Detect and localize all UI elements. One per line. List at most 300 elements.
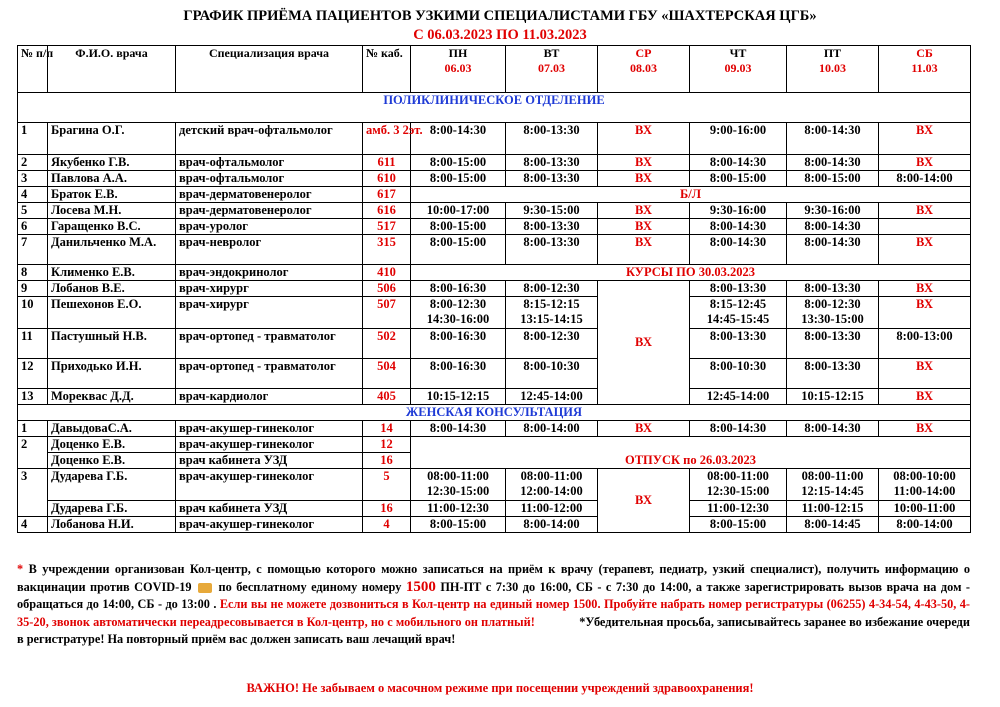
time-slot: 8:00-14:30 (709, 155, 767, 169)
cell-spec (176, 155, 363, 171)
doctor-name: Доценко Е.В. (51, 453, 126, 467)
time-slot: 8:00-15:00 (429, 155, 487, 169)
time-slot: 8:00-13:30 (804, 329, 861, 343)
time-slot: 8:00-13:00 (896, 329, 953, 343)
cell-time (506, 155, 598, 171)
row-num: 4 (21, 517, 28, 531)
cell-name (48, 469, 176, 501)
cell-spec (176, 219, 363, 235)
doctor-name: Пастушный Н.В. (51, 329, 147, 343)
row-num: 1 (21, 123, 28, 137)
time-slot: 11:00-12:15 (801, 501, 864, 515)
cabinet: 16 (380, 453, 393, 467)
cell-num (18, 219, 48, 235)
syringe-icon (198, 583, 212, 593)
cabinet: 611 (377, 155, 396, 169)
cabinet: 616 (377, 203, 396, 217)
cell-time (879, 297, 971, 329)
time-slot: ВХ (634, 219, 653, 233)
cell-num (18, 389, 48, 405)
cell-time (879, 421, 971, 437)
time-slot: 08:00-11:00 (801, 469, 864, 483)
section-cell (18, 93, 971, 123)
cell-time (879, 155, 971, 171)
cell-time (411, 171, 506, 187)
table-row (18, 389, 971, 405)
row-num: 7 (21, 235, 28, 249)
col-spec (176, 46, 363, 93)
doctor-name: ДавыдоваС.А. (51, 421, 132, 435)
mask-warning: ВАЖНО! Не забываем о масочном режиме при посещении учреждений здравоохранения! (246, 681, 754, 695)
time-slot: 9:30-16:00 (804, 203, 861, 217)
doctor-name: Гаращенко В.С. (51, 219, 141, 233)
note-request: *Убедительная просьба, записывайтесь заранее во избежание очереди в регистратуре! На повторный приём вас должен записать ваш лечащий врач! (17, 614, 970, 646)
time-slot: 10:00-17:00 (426, 203, 490, 217)
cell-time (787, 235, 879, 265)
time-slot: 8:00-13:30 (523, 235, 580, 249)
cell-name (48, 453, 176, 469)
cell-time (787, 171, 879, 187)
time-slot: 8:00-14:30 (429, 421, 487, 435)
row-num: 2 (21, 155, 28, 169)
cell-cab (363, 297, 411, 329)
cell-cab (363, 329, 411, 359)
cell-time (598, 421, 690, 437)
day-off: ВХ (634, 335, 653, 350)
table-row (18, 421, 971, 437)
time-slot: 8:00-15:00 (429, 517, 487, 531)
time-slot: 11:00-12:00 (520, 501, 583, 515)
status-note: Б/Л (679, 187, 702, 201)
doctor-spec: врач-уролог (179, 219, 248, 233)
table-row (18, 329, 971, 359)
section-row (18, 93, 971, 123)
col-day (598, 46, 690, 93)
header-row (18, 46, 971, 93)
doctor-name: Лобанова Н.И. (51, 517, 134, 531)
time-slot: 12:30-15:00 (706, 483, 770, 498)
note-callcenter: В учреждении организован Кол-центр, с помощью которого можно записаться на приём к врачу (терапевт, педиатр, узкий специалист), получить информацию о вакцинации против COVID-19 (17, 562, 970, 594)
cell-spec (176, 203, 363, 219)
cell-spec (176, 329, 363, 359)
cell-time (411, 203, 506, 219)
section-title: ЖЕНСКАЯ КОНСУЛЬТАЦИЯ (405, 405, 583, 419)
cell-time (411, 517, 506, 533)
time-slot: 8:00-13:30 (804, 281, 861, 295)
doctor-spec: врач-офтальмолог (179, 155, 285, 169)
time-slot: 10:00-11:00 (893, 501, 956, 515)
note-free-number: по бесплатному единому номеру (218, 579, 402, 594)
table-row (18, 155, 971, 171)
cell-name (48, 437, 176, 453)
time-slot: 8:00-13:30 (709, 329, 767, 343)
cell-num (18, 281, 48, 297)
time-slot: 8:00-14:30 (804, 123, 861, 137)
time-slot: 8:00-15:00 (709, 171, 767, 185)
time-slot: 08:00-11:00 (707, 469, 769, 483)
status-note: ОТПУСК по 26.03.2023 (625, 452, 756, 467)
cell-spec (176, 359, 363, 389)
time-slot: 8:00-16:30 (429, 329, 487, 343)
table-row (18, 265, 971, 281)
time-slot: 8:00-15:00 (429, 171, 487, 185)
cell-time (598, 219, 690, 235)
time-slot: ВХ (915, 155, 934, 169)
cell-time (879, 123, 971, 155)
time-slot: 11:00-12:30 (707, 501, 769, 515)
page-title: ГРАФИК ПРИЁМА ПАЦИЕНТОВ УЗКИМИ СПЕЦИАЛИСТАМИ ГБУ «ШАХТЕРСКАЯ ЦГБ» (183, 8, 817, 24)
table-row (18, 453, 971, 469)
cell-time (787, 155, 879, 171)
col-num (18, 46, 54, 93)
cabinet: 410 (377, 265, 396, 279)
cell-status (411, 265, 971, 281)
cabinet: 502 (377, 329, 396, 343)
time-slot: ВХ (915, 421, 934, 435)
doctor-name: Павлова А.А. (51, 171, 127, 185)
col-day (690, 46, 787, 93)
cell-spec (176, 171, 363, 187)
cell-cab (363, 265, 411, 281)
cell-time (787, 517, 879, 533)
cell-time (690, 123, 787, 155)
time-slot: 8:00-16:30 (429, 281, 487, 295)
cell-time (787, 203, 879, 219)
doctor-spec: врач-ортопед - травматолог (179, 329, 336, 343)
cell-status (411, 453, 971, 469)
cell-cab (363, 453, 411, 469)
cell-time (690, 155, 787, 171)
cell-spec (176, 453, 363, 469)
schedule-table (17, 45, 971, 533)
cell-cab (363, 187, 411, 203)
cabinet: 507 (377, 297, 396, 311)
doctor-spec: врач-офтальмолог (179, 171, 285, 185)
cell-time (506, 171, 598, 187)
time-slot: 8:00-14:30 (709, 219, 767, 233)
time-slot: 12:45-14:00 (520, 389, 583, 403)
table-row (18, 517, 971, 533)
cell-time (411, 421, 506, 437)
cell-spec (176, 421, 363, 437)
day-date: 10.03 (819, 60, 846, 75)
row-num: 11 (21, 329, 33, 343)
doctor-name: Мореквас Д.Д. (51, 389, 134, 403)
cell-time (506, 389, 598, 405)
time-slot: ВХ (915, 235, 934, 249)
day-name: ЧТ (729, 46, 747, 60)
cell-time (411, 281, 506, 297)
doctor-spec: врач-акушер-гинеколог (179, 437, 315, 451)
time-slot: ВХ (915, 281, 934, 295)
time-slot: 8:00-14:30 (804, 421, 861, 435)
row-num: 1 (21, 421, 28, 435)
time-slot: 8:00-14:00 (523, 421, 580, 435)
row-num: 13 (21, 389, 34, 403)
cabinet: амб. 3 2эт. (366, 123, 423, 137)
cell-empty (411, 437, 971, 453)
cell-name (48, 297, 176, 329)
col-spec-header: Специализация врача (208, 46, 330, 60)
cell-wed-off (598, 469, 690, 533)
cell-num (18, 297, 48, 329)
cell-cab (363, 421, 411, 437)
col-day (411, 46, 506, 93)
time-slot: 8:00-14:30 (709, 421, 767, 435)
time-slot: 8:00-15:00 (429, 219, 487, 233)
time-slot: 13:30-15:00 (801, 311, 864, 326)
cell-num (18, 265, 48, 281)
time-slot: 11:00-14:00 (893, 483, 956, 498)
day-name: СБ (916, 46, 933, 60)
day-date: 09.03 (724, 60, 752, 75)
cell-name (48, 421, 176, 437)
time-slot: 9:00-16:00 (709, 123, 767, 137)
table-row (18, 187, 971, 203)
doctor-spec: врач-дерматовенеролог (179, 203, 312, 217)
notes-block: * В учреждении организован Кол-центр, с помощью которого можно записаться на приём к врачу (терапевт, педиатр, узкий специалист), получить информацию о вакцинации против COVID-19 по бесплатному единому номеру 1500 ПН-ПТ с 7:30 до 16:00, СБ - с 7:30 до 14:00, а также зарегистрировать вызов врача на дом - обращаться до 14:00, СБ - до 13:00 . Если вы не можете дозвониться в Кол-центр на единый номер 1500. Пробуйте набрать номер регистратуры (06255) 4-34-54, 4-43-50, 4-35-20, звонок автоматически переадресовывается в Кол-центр, но с мобильного он платный! *Убедительная просьба, записывайтесь заранее во избежание очереди в регистратуре! На повторный приём вас должен записать ваш лечащий врач! (17, 562, 971, 646)
doctor-spec: врач кабинета УЗД (179, 501, 288, 515)
time-slot: 8:00-12:30 (804, 297, 861, 311)
cell-time (411, 219, 506, 235)
cell-time (879, 501, 971, 517)
time-slot: 14:30-16:00 (426, 311, 490, 326)
col-name (48, 46, 176, 93)
cell-name (48, 359, 176, 389)
col-day (879, 46, 971, 93)
cell-name (48, 389, 176, 405)
cell-name (48, 501, 176, 517)
doctor-name: Дударева Г.Б. (51, 501, 128, 515)
doctor-name: Доценко Е.В. (51, 437, 126, 451)
time-slot: 9:30-15:00 (523, 203, 580, 217)
doctor-name: Лобанов В.Е. (51, 281, 125, 295)
time-slot: 8:00-13:30 (523, 123, 580, 137)
cell-cab (363, 359, 411, 389)
col-cab (363, 46, 411, 93)
cell-num (18, 329, 48, 359)
cell-time (598, 123, 690, 155)
cell-spec (176, 389, 363, 405)
doctor-name: Приходько И.Н. (51, 359, 142, 373)
cell-num (18, 469, 48, 517)
row-num: 12 (21, 359, 34, 373)
cell-num (18, 517, 48, 533)
cell-time (787, 219, 879, 235)
time-slot: ВХ (915, 359, 934, 373)
cell-name (48, 235, 176, 265)
time-slot: ВХ (634, 203, 653, 217)
time-slot: 8:00-14:00 (896, 517, 953, 531)
row-num: 2 (21, 437, 28, 451)
cell-spec (176, 501, 363, 517)
cell-spec (176, 265, 363, 281)
time-slot: 8:00-14:00 (896, 171, 953, 185)
doctor-spec: врач-эндокринолог (179, 265, 289, 279)
cabinet: 4 (383, 517, 390, 531)
cell-time (411, 359, 506, 389)
cell-time (787, 501, 879, 517)
cell-time (411, 501, 506, 517)
doctor-spec: врач кабинета УЗД (179, 453, 288, 467)
note-number: 1500 (405, 578, 436, 595)
cabinet: 405 (377, 389, 396, 403)
cell-time (690, 421, 787, 437)
time-slot: 8:00-10:30 (523, 359, 580, 373)
cell-name (48, 123, 176, 155)
cell-cab (363, 203, 411, 219)
time-slot: 12:00-14:00 (520, 483, 583, 498)
time-slot: 8:00-14:30 (804, 219, 861, 233)
cell-time (787, 359, 879, 389)
time-slot: 8:00-14:30 (804, 235, 861, 249)
section-title: ПОЛИКЛИНИЧЕСКОЕ ОТДЕЛЕНИЕ (383, 93, 605, 107)
time-slot: 8:00-10:30 (709, 359, 767, 373)
cell-time (879, 281, 971, 297)
time-slot: ВХ (634, 171, 653, 185)
cell-time (690, 171, 787, 187)
cell-num (18, 187, 48, 203)
time-slot: ВХ (634, 421, 653, 435)
cell-time (598, 171, 690, 187)
cell-time (506, 297, 598, 329)
cell-time (879, 517, 971, 533)
cell-time (506, 281, 598, 297)
doctor-spec: врач-акушер-гинеколог (179, 517, 315, 531)
time-slot: 11:00-12:30 (427, 501, 489, 515)
cell-time (879, 171, 971, 187)
cell-time (787, 329, 879, 359)
table-row (18, 469, 971, 501)
cell-time (690, 235, 787, 265)
row-num: 9 (21, 281, 28, 295)
cell-time (690, 219, 787, 235)
cell-time (879, 329, 971, 359)
section-cell (18, 405, 971, 421)
cell-name (48, 329, 176, 359)
cell-name (48, 187, 176, 203)
cabinet: 506 (377, 281, 396, 295)
page-period: С 06.03.2023 ПО 11.03.2023 (413, 27, 587, 43)
day-date: 08.03 (630, 60, 657, 75)
cell-time (506, 517, 598, 533)
cell-time (787, 389, 879, 405)
row-num: 3 (21, 469, 28, 483)
row-num: 10 (21, 297, 34, 311)
cell-spec (176, 517, 363, 533)
table-row (18, 437, 971, 453)
cell-name (48, 517, 176, 533)
day-name: СР (635, 46, 652, 60)
cell-time (690, 389, 787, 405)
time-slot: 12:15-14:45 (801, 483, 864, 498)
time-slot: 8:00-15:00 (429, 235, 487, 249)
cell-name (48, 281, 176, 297)
time-slot: 8:00-14:45 (804, 517, 861, 531)
time-slot: 8:00-13:30 (523, 171, 580, 185)
table-row (18, 203, 971, 219)
col-name-header: Ф.И.О. врача (75, 46, 148, 60)
time-slot: ВХ (634, 123, 653, 137)
doctor-spec: врач-акушер-гинеколог (179, 469, 315, 483)
cell-num (18, 171, 48, 187)
doctor-spec: врач-хирург (179, 281, 249, 295)
row-num: 6 (21, 219, 28, 233)
cell-cab (363, 501, 411, 517)
cabinet: 617 (377, 187, 396, 201)
time-slot: 8:00-14:30 (429, 123, 487, 137)
time-slot: ВХ (634, 155, 653, 169)
day-name: ПН (448, 46, 468, 60)
doctor-name: Пешехонов Е.О. (51, 297, 142, 311)
time-slot: 10:15-12:15 (801, 389, 864, 403)
cell-time (506, 421, 598, 437)
table-row (18, 501, 971, 517)
col-day (506, 46, 598, 93)
doctor-spec: врач-дерматовенеролог (179, 187, 312, 201)
time-slot: 8:00-15:00 (709, 517, 767, 531)
cell-spec (176, 297, 363, 329)
time-slot: ВХ (915, 389, 934, 403)
time-slot: 8:00-13:30 (804, 359, 861, 373)
row-num: 3 (21, 171, 28, 185)
cell-cab (363, 235, 411, 265)
cell-time (879, 359, 971, 389)
day-name: ВТ (543, 46, 560, 60)
doctor-name: Браток Е.В. (51, 187, 118, 201)
cell-cab (363, 517, 411, 533)
cell-time (506, 359, 598, 389)
cell-spec (176, 437, 363, 453)
cell-cab (363, 281, 411, 297)
cell-time (506, 123, 598, 155)
cell-time (787, 123, 879, 155)
table-row (18, 219, 971, 235)
cell-time (506, 501, 598, 517)
cell-time (879, 219, 971, 235)
cell-cab (363, 155, 411, 171)
cabinet: 610 (377, 171, 396, 185)
note-redirect: Если вы не можете дозвониться в Кол-центр на единый номер 1500. Пробуйте набрать номер регистратуры (06255) 4-34-54, 4-43-50, 4-35-20, звонок автоматически переадресовывается в Кол-центр, но с мобильного он платный! (17, 597, 971, 629)
cell-time (506, 219, 598, 235)
cell-time (879, 203, 971, 219)
cell-cab (363, 469, 411, 501)
cell-time (411, 469, 506, 501)
time-slot: 8:00-14:30 (709, 235, 767, 249)
cell-time (411, 329, 506, 359)
cell-time (506, 203, 598, 219)
doctor-spec: врач-хирург (179, 297, 249, 311)
cell-time (598, 235, 690, 265)
cabinet: 14 (380, 421, 393, 435)
day-name: ПТ (823, 46, 842, 60)
table-row (18, 359, 971, 389)
table-row (18, 235, 971, 265)
cell-time (506, 235, 598, 265)
cell-name (48, 155, 176, 171)
time-slot: 8:00-16:30 (429, 359, 487, 373)
cell-time (690, 203, 787, 219)
doctor-name: Лосева М.Н. (51, 203, 122, 217)
cell-time (690, 469, 787, 501)
cell-name (48, 219, 176, 235)
cell-time (411, 155, 506, 171)
row-num: 8 (21, 265, 28, 279)
cell-time (787, 281, 879, 297)
cell-cab (363, 219, 411, 235)
time-slot: ВХ (915, 203, 934, 217)
cabinet: 517 (377, 219, 396, 233)
